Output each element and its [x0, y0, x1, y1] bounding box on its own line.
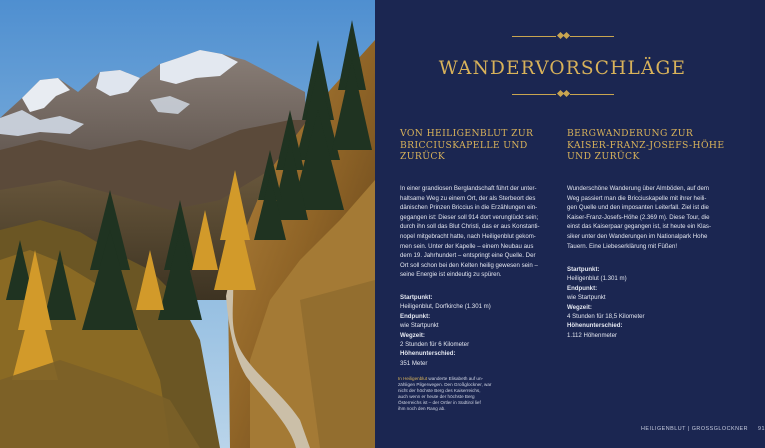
caption-line: auch wenn er heute der höchste Berg [398, 394, 475, 399]
fact-label: Startpunkt: [567, 266, 600, 273]
caption-line: ihm noch den Rang ab. [398, 406, 446, 411]
body-line: dänischen Prinzen Briccius in die Erzählungen ein- [400, 204, 538, 212]
heading-line: VON HEILIGENBLUT ZUR [400, 128, 534, 139]
right-route-body [567, 184, 732, 251]
body-line: siker unter den Wanderungen im Nationalpark Hohe [567, 232, 708, 240]
caption-line: zähligen Pilgerwegen. Den Großglockner, war [398, 382, 492, 387]
body-line: gegangen ist: Dieser soll 914 dort verunglückt sein; [400, 213, 539, 221]
body-line: einst das Kaiserpaar gegangen ist, ist heute ein Klas- [567, 223, 711, 231]
body-line: dem 19. Jahrhundert – entspringt eine Quelle. Der [400, 252, 536, 260]
fact-value: 2 Stunden für 6 Kilometer [400, 341, 470, 349]
page-number: 91 [757, 426, 765, 432]
ornament-top [512, 33, 614, 39]
fact-label: Endpunkt: [400, 312, 431, 320]
fact-value: 1.112 Höhenmeter [567, 331, 618, 339]
body-line: seine Energie ist eindeutig zu spüren. [400, 271, 502, 279]
fact-value: wie Startpunkt [400, 322, 439, 330]
left-route-body [400, 184, 560, 280]
body-line: Wunderschöne Wanderung über Almböden, auf dem [567, 185, 709, 192]
heading-line: BERGWANDERUNG ZUR [567, 128, 694, 139]
running-footer [641, 426, 765, 432]
fact-value: 4 Stunden für 18,5 Kilometer [567, 313, 645, 321]
body-line: In einer grandiosen Berglandschaft führt der unter- [400, 185, 537, 192]
caption-line: Österreichs ist – der Ortler in Südtirol lief [398, 400, 481, 405]
photo-caption [398, 376, 496, 412]
fact-label: Höhenunterschied: [567, 322, 623, 330]
fact-label: Startpunkt: [400, 294, 433, 301]
body-line: Ort soll schon bei den Kelten heilig gewesen sein – [400, 261, 538, 269]
heading-line: UND ZURÜCK [567, 151, 640, 163]
fact-value: Heiligenblut, Dorfkirche (1.301 m) [400, 303, 491, 311]
page-title: WANDERVORSCHLÄGE [438, 58, 687, 79]
ornament-bottom [512, 91, 614, 97]
mountain-trail-photo [0, 0, 375, 448]
heading-line: ZURÜCK [400, 151, 446, 163]
fact-label: Wegzeit: [567, 303, 592, 311]
caption-line: wanderte Elisabeth auf un- [427, 376, 484, 381]
fact-label: Endpunkt: [567, 284, 598, 292]
caption-highlight: In Heiligenblut [398, 376, 428, 381]
body-line: nopel mitgebracht hatte, nach Heiligenblut gekom- [400, 232, 536, 240]
fact-label: Höhenunterschied: [400, 350, 456, 358]
body-line: Weg passiert man die Bricciuskapelle mit ihrer heili- [567, 194, 707, 202]
body-line: men sein. Unter der Kapelle – einem Neubau aus [400, 242, 534, 250]
body-line: Tauern. Eine Liebeserklärung mit Füßen! [567, 242, 678, 250]
body-line: Kaiser-Franz-Josefs-Höhe (2.369 m). Diese Tour, die [567, 213, 710, 221]
right-route-facts [567, 265, 645, 340]
heading-line: BRICCIUSKAPELLE UND [400, 139, 528, 151]
right-route-heading [567, 128, 724, 163]
body-line: gen Quelle und den imposanten Leiterfall. Ziel ist die [567, 204, 709, 212]
heading-line: KAISER-FRANZ-JOSEFS-HÖHE [567, 139, 725, 151]
fact-value: wie Startpunkt [567, 294, 606, 302]
fact-value: 351 Meter [400, 359, 428, 367]
caption-line: nicht der höchste Berg des Kaiserreichs, [398, 388, 481, 393]
body-line: haltsame Weg zu einem Ort, der als Sterbeort des [400, 194, 536, 202]
fact-value: Heiligenblut (1.301 m) [567, 275, 627, 283]
body-line: durch ihn soll das Blut Christi, das er aus Konstanti- [400, 223, 540, 231]
fact-label: Wegzeit: [400, 331, 425, 339]
footer-chapter: HEILIGENBLUT | GROSSGLOCKNER [641, 426, 748, 432]
left-route-heading [400, 128, 533, 163]
left-route-facts [400, 293, 491, 368]
